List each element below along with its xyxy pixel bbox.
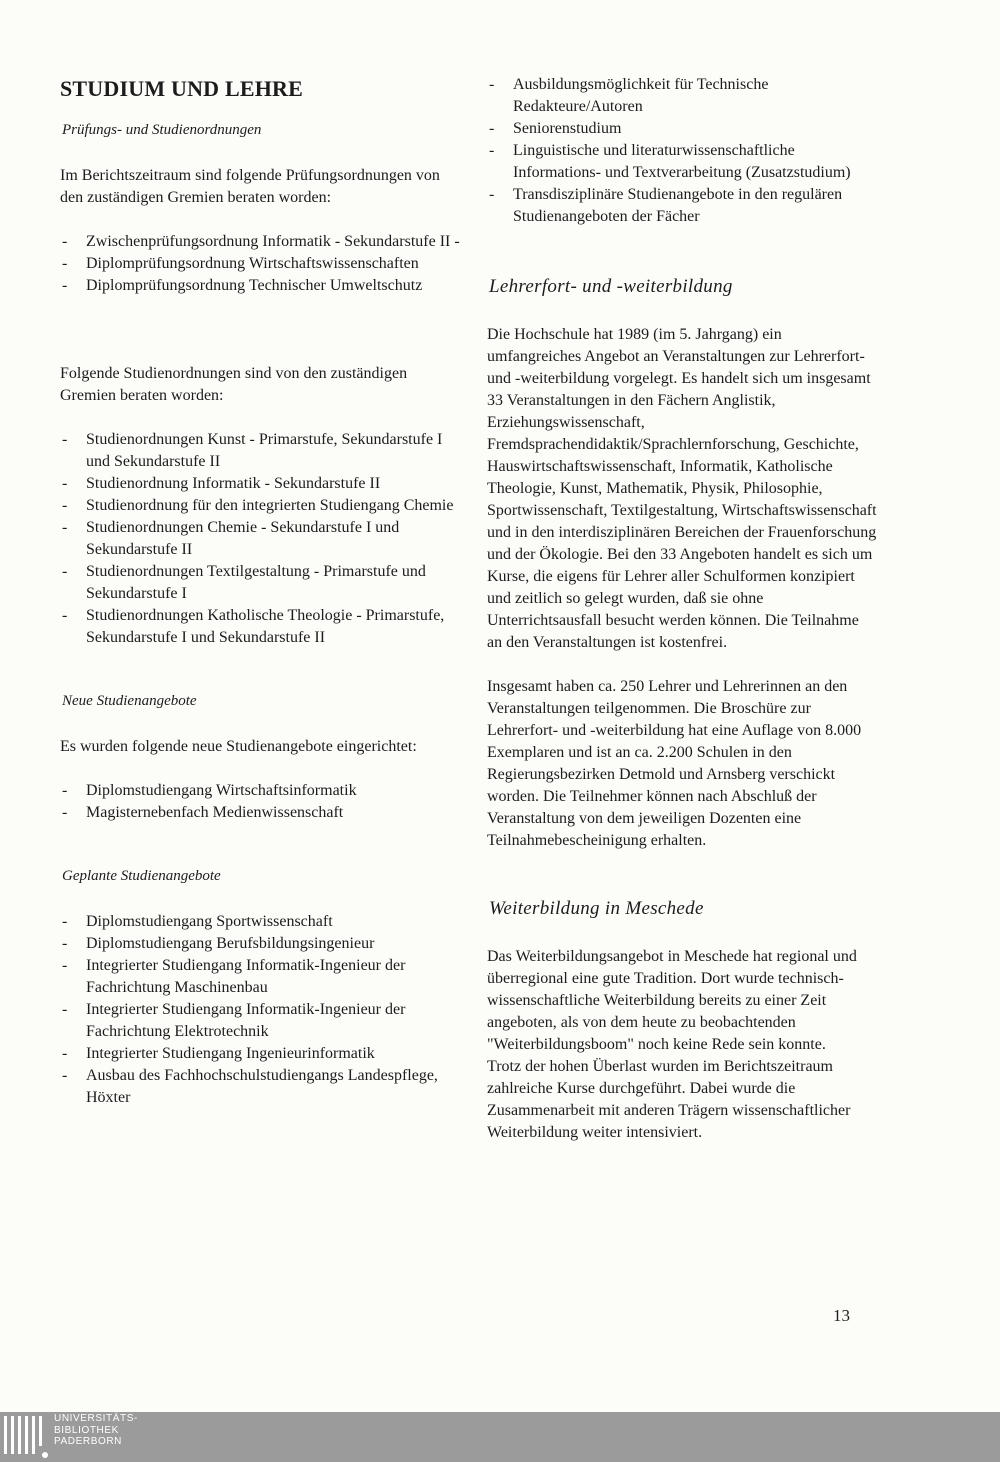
list-item: - Studienordnung Informatik - Sekundarstufe II — [60, 473, 460, 495]
list-item: - Diplomprüfungsordnung Technischer Umweltschutz — [60, 275, 460, 297]
library-name — [54, 1413, 138, 1448]
list-studienangebote-fortsetzung — [487, 74, 877, 228]
heading-lehrerfortbildung: Lehrerfort- und -weiterbildung — [489, 276, 733, 297]
left-column — [60, 76, 460, 1109]
heading-pruefungsordnungen: Prüfungs- und Studienordnungen — [62, 122, 262, 138]
list-item: - Linguistische und literaturwissenschaftliche Informations- und Textverarbeitung (Zusatzstudium) — [487, 140, 877, 184]
list-item: - Studienordnung für den integrierten Studiengang Chemie — [60, 495, 460, 517]
list-item: - Magisternebenfach Medienwissenschaft — [60, 802, 460, 824]
paragraph-meschede-1: Das Weiterbildungsangebot in Meschede hat regional und überregional eine gute Tradition. Dort wurde technisch-wissenschaftliche Weiterbildung bereits zu einer Zeit angeboten, als von dem heute zu beobachtenden "Weiterbildungsboom" noch keine Rede sein konnte. — [487, 948, 857, 1053]
library-name-line: UNIVERSITÄTS- — [54, 1413, 138, 1424]
list-item: - Integrierter Studiengang Ingenieurinformatik — [60, 1043, 460, 1065]
library-footer — [0, 1412, 1000, 1462]
library-name-line: PADERBORN — [54, 1436, 123, 1447]
page-title: STUDIUM UND LEHRE — [60, 76, 303, 101]
list-neue-studienangebote — [60, 780, 460, 824]
paragraph-studienordnungen-intro: Folgende Studienordnungen sind von den zuständigen Gremien beraten worden: — [60, 365, 408, 404]
list-item: - Diplomprüfungsordnung Wirtschaftswissenschaften — [60, 253, 460, 275]
list-item: - Integrierter Studiengang Informatik-Ingenieur der Fachrichtung Elektrotechnik — [60, 999, 460, 1043]
paragraph-lehrerfortbildung-2: Insgesamt haben ca. 250 Lehrer und Lehrerinnen an den Veranstaltungen teilgenommen. Die Broschüre zur Lehrerfort- und -weiterbildung hat eine Auflage von 8.000 Exemplaren und ist an ca. 2.200 Schulen in den Regierungsbezirken Detmold und Arnsberg verschickt worden. Die Teilnehmer können nach Abschluß der Veranstaltung von dem jeweiligen Dozenten eine Teilnahmebescheinigung erhalten. — [487, 678, 862, 849]
list-item: - Seniorenstudium — [487, 118, 877, 140]
list-item: - Transdisziplinäre Studienangebote in den regulären Studienangeboten der Fächer — [487, 184, 877, 228]
paragraph-meschede-2: Trotz der hohen Überlast wurden im Berichtszeitraum zahlreiche Kurse durchgeführt. Dabei wurde die Zusammenarbeit mit anderen Trägern wissenschaftlicher Weiterbildung weiter intensiviert. — [487, 1058, 851, 1141]
list-item: - Studienordnungen Chemie - Sekundarstufe I und Sekundarstufe II — [60, 517, 460, 561]
list-item: - Studienordnungen Textilgestaltung - Primarstufe und Sekundarstufe I — [60, 561, 460, 605]
paragraph-pruefungsordnungen-intro: Im Berichtszeitraum sind folgende Prüfungsordnungen von den zuständigen Gremien beraten worden: — [60, 167, 440, 206]
list-item: - Zwischenprüfungsordnung Informatik - Sekundarstufe II - — [60, 231, 460, 253]
list-item: - Diplomstudiengang Sportwissenschaft — [60, 911, 460, 933]
list-item: - Ausbildungsmöglichkeit für Technische Redakteure/Autoren — [487, 74, 877, 118]
heading-neue-studienangebote: Neue Studienangebote — [62, 693, 197, 709]
list-item: - Diplomstudiengang Wirtschaftsinformatik — [60, 780, 460, 802]
list-item: - Integrierter Studiengang Informatik-Ingenieur der Fachrichtung Maschinenbau — [60, 955, 460, 999]
library-name-line: BIBLIOTHEK — [54, 1424, 119, 1436]
list-item: - Diplomstudiengang Berufsbildungsingenieur — [60, 933, 460, 955]
list-pruefungsordnungen — [60, 231, 460, 297]
right-column — [487, 74, 877, 1144]
list-item: - Studienordnungen Kunst - Primarstufe, Sekundarstufe I und Sekundarstufe II — [60, 429, 460, 473]
heading-weiterbildung-meschede: Weiterbildung in Meschede — [489, 898, 704, 919]
page-number: 13 — [833, 1306, 850, 1325]
list-item: - Ausbau des Fachhochschulstudiengangs Landespflege, Höxter — [60, 1065, 460, 1109]
heading-geplante-studienangebote: Geplante Studienangebote — [62, 868, 221, 884]
paragraph-lehrerfortbildung-1: Die Hochschule hat 1989 (im 5. Jahrgang) ein umfangreiches Angebot an Veranstaltungen zur Lehrerfort- und -weiterbildung vorgelegt. Es handelt sich um insgesamt 33 Veranstaltungen in den Fächern Anglistik, Erziehungswissenschaft, Fremdsprachendidaktik/Sprachlernforschung, Geschichte, Hauswirtschaftswissenschaft, Informatik, Katholische Theologie, Kunst, Mathematik, Physik, Philosophie, Sportwissenschaft, Textilgestaltung, Wirtschaftswissenschaft und in den interdisziplinären Bereichen der Frauenforschung und der Ökologie. Bei den 33 Angeboten handelt es sich um Kurse, die eigens für Lehrer aller Schulformen konzipiert und zeitlich so gelegt wurden, daß sie ohne Unterrichtsausfall besucht werden können. Die Teilnahme an den Veranstaltungen ist kostenfrei. — [487, 326, 877, 651]
paragraph-neue-studienangebote-intro: Es wurden folgende neue Studienangebote eingerichtet: — [60, 738, 417, 755]
list-geplante-studienangebote — [60, 911, 460, 1109]
library-logo-icon — [4, 1416, 46, 1458]
list-studienordnungen — [60, 429, 460, 649]
list-item: - Studienordnungen Katholische Theologie - Primarstufe, Sekundarstufe I und Sekundarstufe II — [60, 605, 460, 649]
